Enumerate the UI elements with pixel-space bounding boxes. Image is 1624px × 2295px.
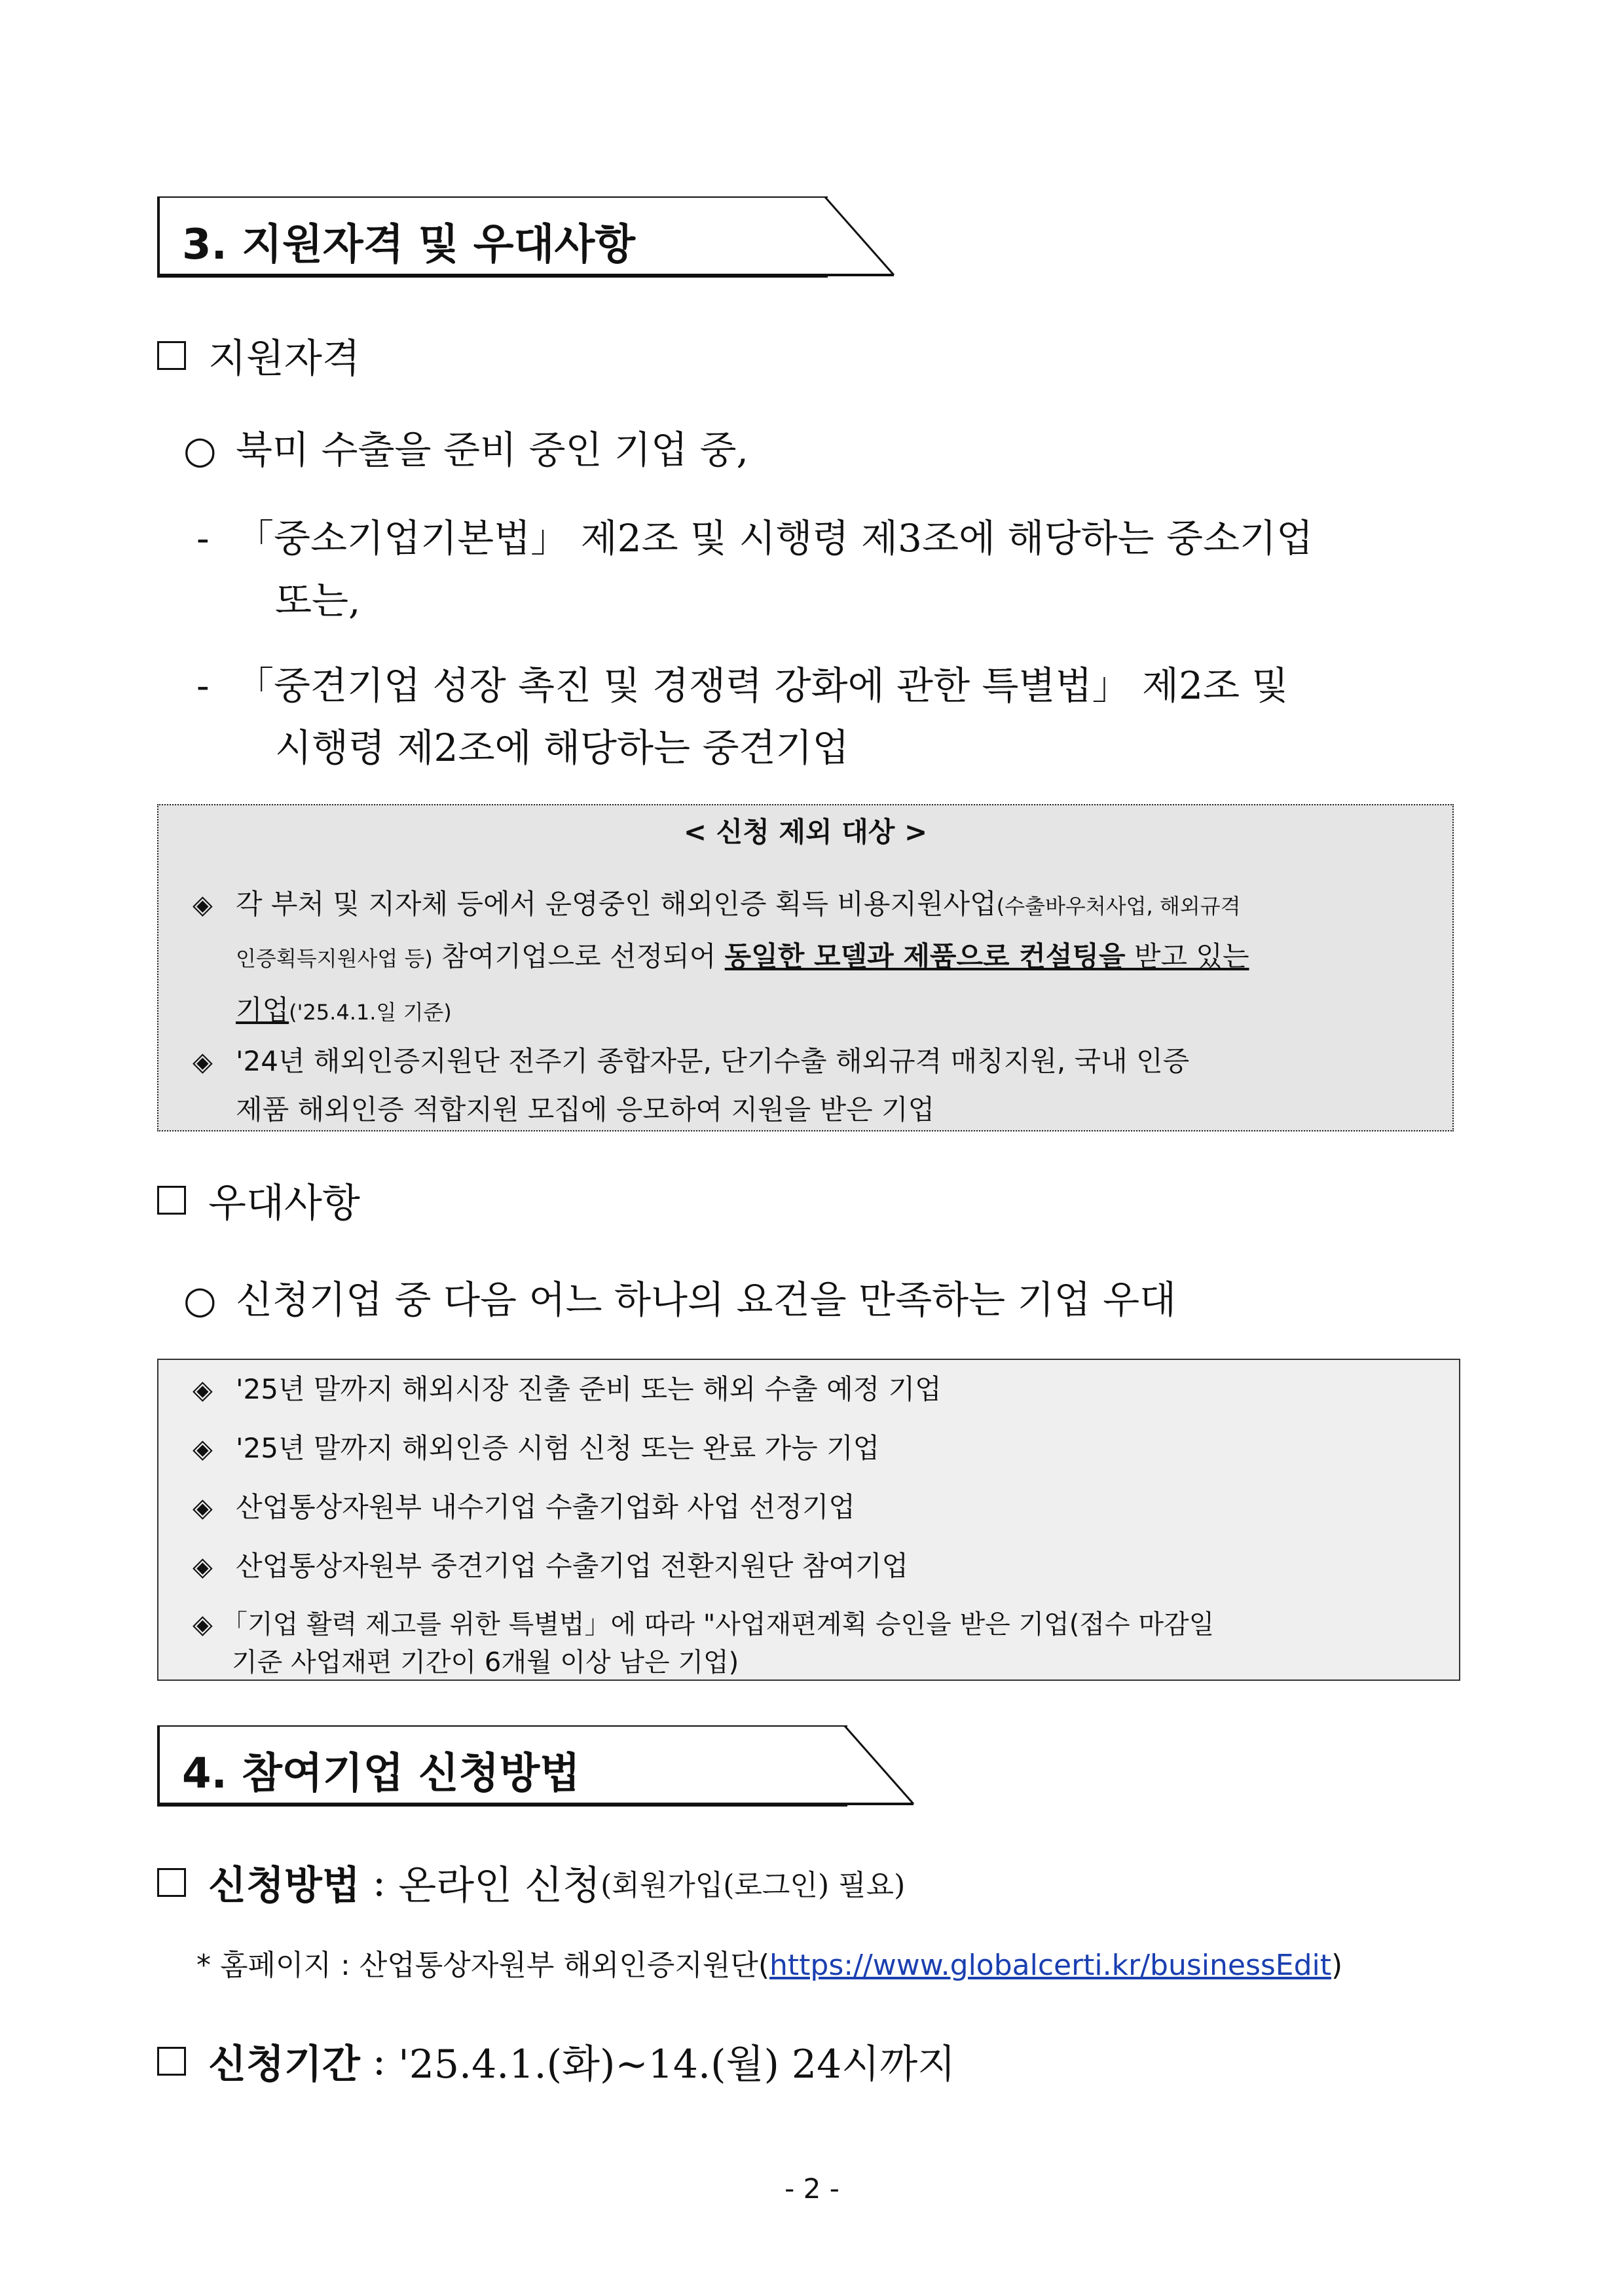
preference-box xyxy=(157,1359,1460,1681)
method-note: (회원가입(로그인) 필요) xyxy=(600,1869,906,1902)
preference-item-5-line-1: ◈ 「기업 활력 제고를 위한 특별법」에 따라 "사업재편계획 승인을 받은 기업(접수 마감일 xyxy=(193,1609,1215,1640)
section-4-header xyxy=(157,1725,917,1805)
exclusion-item-1-line-1: ◈ 각 부처 및 지자체 등에서 운영중인 해외인증 획득 비용지원사업(수출바우처사업, 해외규격 xyxy=(193,888,1241,920)
period-value: '25.4.1.(화)~14.(월) 24시까지 xyxy=(398,2042,956,2087)
preference-circle-item xyxy=(183,1269,1176,1324)
circle-bullet-icon: ○ xyxy=(183,428,217,472)
dash-2-line-1: 「중견기업 성장 촉진 및 경쟁력 강화에 관한 특별법」 제2조 및 xyxy=(236,663,1289,708)
preference-item-1: ◈ '25년 말까지 해외시장 진출 준비 또는 해외 수출 예정 기업 xyxy=(193,1373,942,1405)
dash-bullet-icon: - xyxy=(196,663,210,708)
circle-bullet-icon: ○ xyxy=(183,1277,217,1322)
diamond-bullet-icon: ◈ xyxy=(193,1375,213,1405)
empty-square-icon xyxy=(157,341,186,370)
preference-heading: 우대사항 xyxy=(208,1181,360,1226)
diamond-bullet-icon: ◈ xyxy=(193,1609,213,1640)
preference-item-3: ◈ 산업통상자원부 내수기업 수출기업화 사업 선정기업 xyxy=(193,1491,855,1523)
preference-item-4: ◈ 산업통상자원부 중견기업 수출기업 전환지원단 참여기업 xyxy=(193,1550,909,1582)
section-4-title: 4. 참여기업 신청방법 xyxy=(182,1750,580,1798)
eligibility-dash-2 xyxy=(196,655,1288,710)
diamond-bullet-icon: ◈ xyxy=(193,890,213,920)
dash-bullet-icon: - xyxy=(196,516,210,560)
dash-1-line-1: 「중소기업기본법」 제2조 및 시행령 제3조에 해당하는 중소기업 xyxy=(236,516,1314,560)
method-sep: : xyxy=(360,1860,399,1905)
exclusion-box xyxy=(157,804,1454,1131)
empty-square-icon xyxy=(157,1186,186,1215)
dash-1-line-2: 또는, xyxy=(275,578,361,623)
empty-square-icon xyxy=(157,2047,186,2076)
eligibility-dash-1 xyxy=(196,507,1313,562)
exclusion-title: < 신청 제외 대상 > xyxy=(683,816,928,848)
method-label: 신청방법 xyxy=(208,1863,360,1909)
preference-item-2: ◈ '25년 말까지 해외인증 시험 신청 또는 완료 가능 기업 xyxy=(193,1432,880,1464)
section-3-header xyxy=(157,196,897,276)
homepage-label: * 홈페이지 : 산업통상자원부 해외인증지원단( xyxy=(196,1949,770,1982)
eligibility-heading-row xyxy=(157,327,360,384)
diamond-bullet-icon: ◈ xyxy=(193,1493,213,1523)
exclusion-item-2-line-1: ◈ '24년 해외인증지원단 전주기 종합자문, 단기수출 해외규격 매칭지원, 국내 인증 xyxy=(193,1045,1190,1077)
exclusion-item-1-line-3: 기업('25.4.1.일 기준) xyxy=(236,994,452,1026)
diamond-bullet-icon: ◈ xyxy=(193,1552,213,1582)
homepage-line: * 홈페이지 : 산업통상자원부 해외인증지원단(https://www.globalcerti.kr/businessEdit) xyxy=(196,1949,1343,1982)
method-value: 온라인 신청 xyxy=(398,1863,601,1909)
method-row xyxy=(157,1854,905,1911)
exclusion-item-1-line-2: 인증획득지원사업 등) 참여기업으로 선정되어 동일한 모델과 제품으로 컨설팅을 받고 있는 xyxy=(236,940,1249,972)
period-sep: : xyxy=(360,2038,399,2084)
homepage-link[interactable]: https://www.globalcerti.kr/businessEdit xyxy=(769,1949,1332,1982)
preference-heading-row xyxy=(157,1172,360,1228)
eligibility-circle-text: 북미 수출을 준비 중인 기업 중, xyxy=(236,428,748,472)
empty-square-icon xyxy=(157,1868,186,1897)
period-label: 신청기간 xyxy=(208,2042,360,2087)
page-number: - 2 - xyxy=(784,2173,840,2205)
preference-item-5-line-2: 기준 사업재편 기간이 6개월 이상 남은 기업) xyxy=(232,1647,739,1678)
section-3-title: 3. 지원자격 및 우대사항 xyxy=(182,221,636,269)
eligibility-circle-item xyxy=(183,419,748,474)
preference-circle-text: 신청기업 중 다음 어느 하나의 요건을 만족하는 기업 우대 xyxy=(236,1277,1177,1322)
period-row xyxy=(157,2033,955,2089)
diamond-bullet-icon: ◈ xyxy=(193,1047,213,1077)
eligibility-heading: 지원자격 xyxy=(208,336,360,382)
exclusion-item-2-line-2: 제품 해외인증 적합지원 모집에 응모하여 지원을 받은 기업 xyxy=(236,1093,935,1126)
dash-2-line-2: 시행령 제2조에 해당하는 중견기업 xyxy=(275,725,849,770)
diamond-bullet-icon: ◈ xyxy=(193,1434,213,1464)
